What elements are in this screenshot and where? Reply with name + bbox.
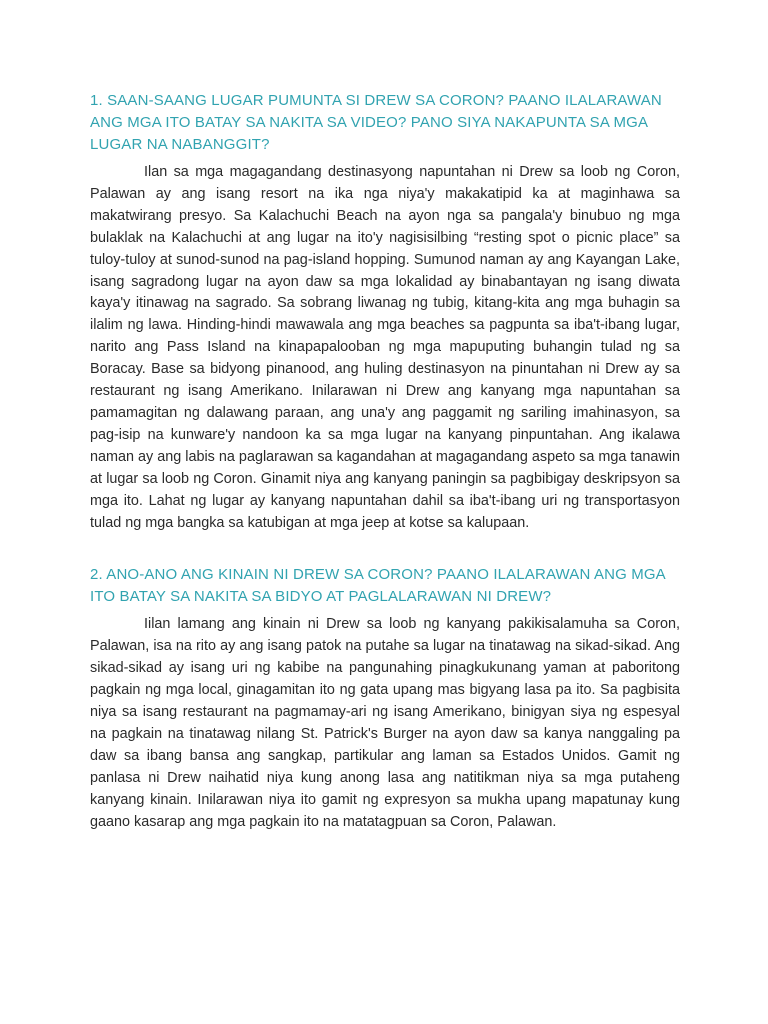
document-content <box>90 90 680 833</box>
section-2-paragraph: Iilan lamang ang kinain ni Drew sa loob ng kanyang pakikisalamuha sa Coron, Palawan, isa na rito ay ang isang patok na putahe sa lugar na tinatawag na sikad-sikad. Ang sikad-sikad ay isang uri ng kabibe na pangunahing pinagkukunang yaman at paboritong pagkain ng mga local, ginagamitan ito ng gata upang mas bigyang lasa pa ito. Sa pagbisita niya sa isang restaurant na pagmamay-ari ng isang Amerikano, binigyan siya ng espesyal na pagkain na tinatawag nilang St. Patrick's Burger na ayon daw sa kanya nanggaling pa daw sa ibang bansa ang sangkap, partikular ang laman sa Estados Unidos. Gamit ng panlasa ni Drew naihatid niya kung anong lasa ang natitikman niya sa mga putaheng kanyang kinain. Inilarawan niya ito gamit ng expresyon sa mukha upang mapatunay kung gaano kasarap ang mga pagkain ito na matatagpuan sa Coron, Palawan. <box>90 616 680 830</box>
section-1-heading: 1. SAAN-SAANG LUGAR PUMUNTA SI DREW SA CORON? PAANO ILALARAWAN ANG MGA ITO BATAY SA NAKITA SA VIDEO? PANO SIYA NAKAPUNTA SA MGA LUGAR NA NABANGGIT? <box>90 92 662 153</box>
section-1-paragraph: Ilan sa mga magagandang destinasyong napuntahan ni Drew sa loob ng Coron, Palawan ay ang isang resort na ika nga niya'y makakatipid ka at maginhawa sa makatwirang presyo. Sa Kalachuchi Beach na ayon nga sa pangala'y binubuo ng mga bulaklak na Kalachuchi at ang lugar na ito'y nagisisilbing “resting spot o picnic place” sa tuloy-tuloy at sunod-sunod na pag-island hopping. Sumunod naman ay ang Kayangan Lake, isang sagradong lugar na ayon daw sa mga lokalidad ay binabantayan ng isang diwata kaya'y itinawag na sagrado. Sa sobrang liwanag ng tubig, kitang-kita ang mga buhagin sa ilalim ng lawa. Hinding-hindi mawawala ang mga beaches sa pagpunta sa iba't-ibang lugar, narito ang Pass Island na kinapapalooban ng mga mapuputing buhangin tulad ng sa Boracay. Base sa bidyong pinanood, ang huling destinasyon na pinuntahan ni Drew ay sa restaurant ng isang Amerikano. Inilarawan ni Drew ang kanyang mga napuntahan sa pamamagitan ng dalawang paraan, ang una'y ang paggamit ng sariling imahinasyon, sa pag-isip na kunware'y nandoon ka sa mga lugar na kanyang pinpuntahan. Ang ikalawa naman ay ang labis na paglarawan sa kagandahan at magagandang aspeto sa mga tanawin at lugar sa loob ng Coron. Ginamit niya ang kanyang paningin sa pagbibigay deskripsyon sa mga ito. Lahat ng lugar ay kanyang napuntahan dahil sa iba't-ibang uri ng transportasyon tulad ng mga bangka sa katubigan at mga jeep at kotse sa kalupaan. <box>90 164 680 531</box>
section-2-heading: 2. ANO-ANO ANG KINAIN NI DREW SA CORON? PAANO ILALARAWAN ANG MGA ITO BATAY SA NAKITA SA BIDYO AT PAGLALARAWAN NI DREW? <box>90 566 665 606</box>
section-2 <box>90 564 680 833</box>
section-1 <box>90 90 680 534</box>
